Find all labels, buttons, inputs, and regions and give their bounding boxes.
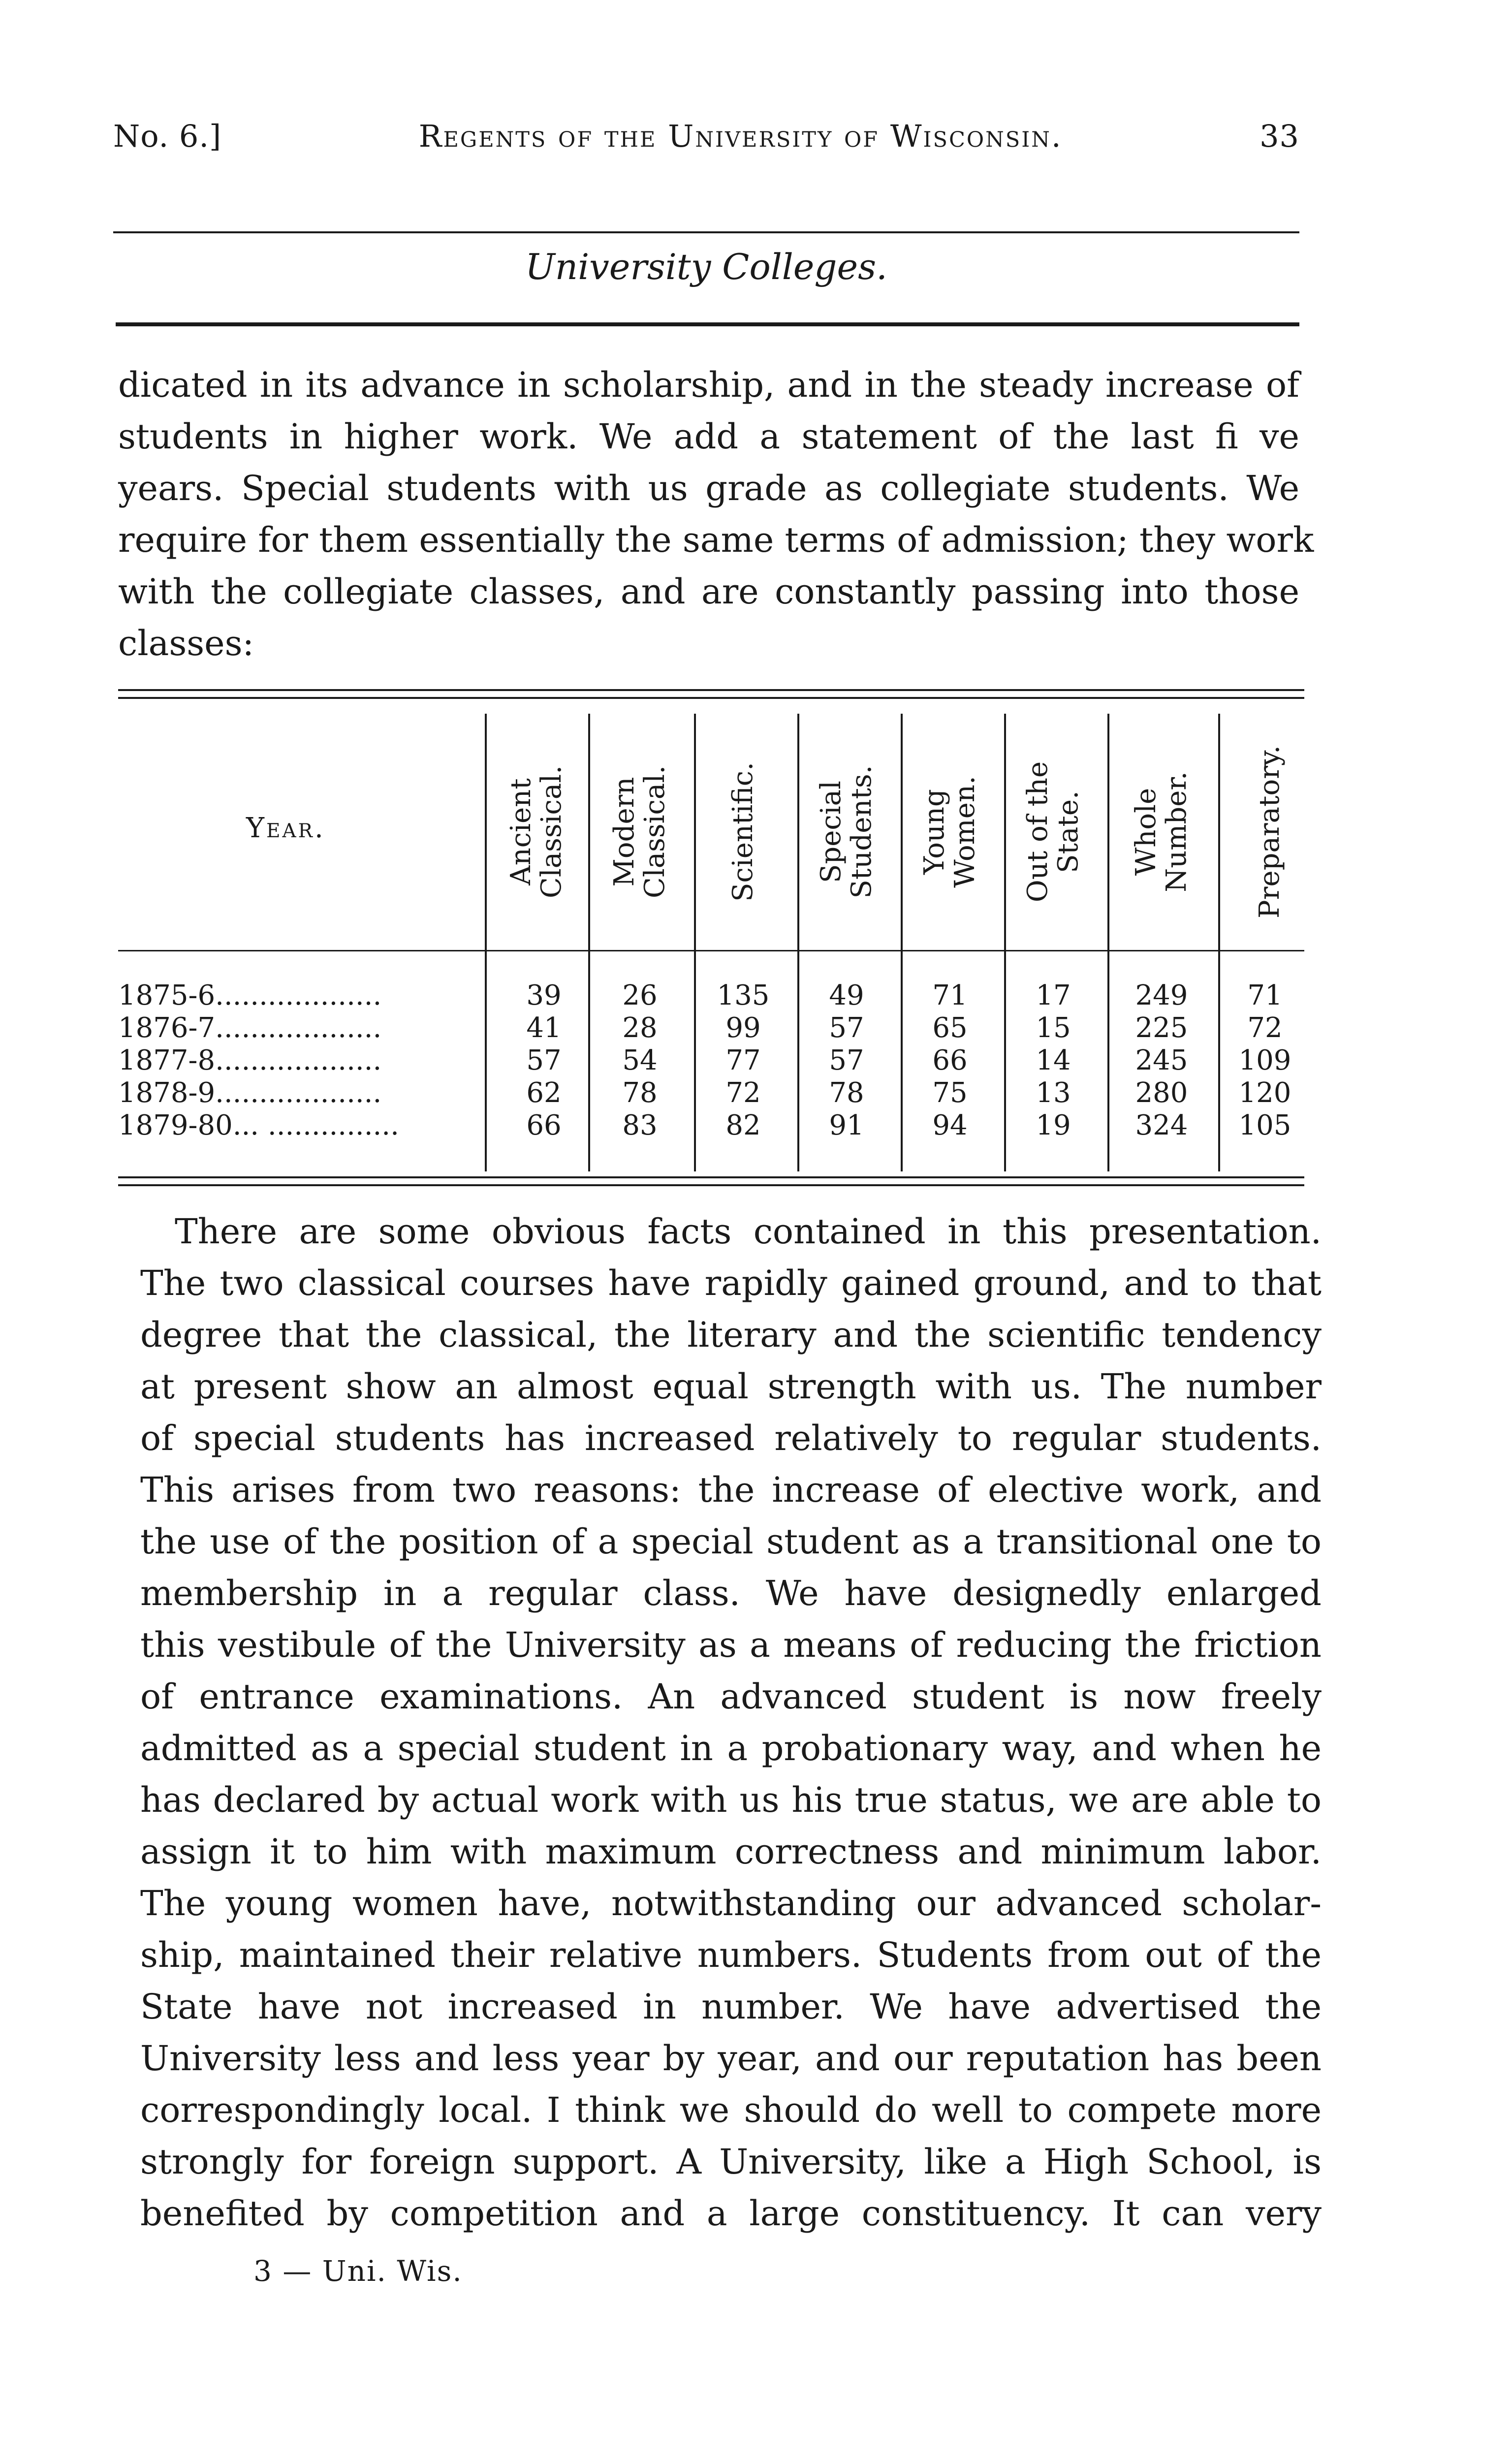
cell-scientific: 99: [725, 1012, 761, 1044]
cell-whole-number: 280: [1135, 1077, 1188, 1109]
cell-young-women: 66: [932, 1044, 968, 1076]
cell-young-women: 71: [932, 979, 968, 1011]
row-year: 1877-8...................: [118, 1044, 382, 1076]
text-line: assign it to him with maximum correctness and minimum labor.: [140, 1831, 1322, 1872]
column-header-out-of-state: Out of the State.: [1022, 761, 1084, 903]
text-line: benefited by competition and a large constituency. It can very: [140, 2193, 1322, 2234]
section-title: University Colleges.: [525, 246, 887, 287]
text-line: The two classical courses have rapidly gained ground, and to that: [140, 1263, 1322, 1303]
cell-modern-classical: 28: [622, 1012, 658, 1044]
running-title: Regents of the University of Wisconsin.: [418, 118, 1063, 154]
table-row: [118, 1012, 1304, 1044]
column-header-modern-classical: Modern Classical.: [608, 765, 671, 898]
cell-out-of-state: 15: [1036, 1012, 1071, 1044]
cell-whole-number: 324: [1135, 1109, 1188, 1141]
cell-preparatory: 71: [1247, 979, 1283, 1011]
table-bottom-rule: [118, 1176, 1304, 1178]
text-line: years. Special students with us grade as collegiate students. We: [118, 468, 1299, 508]
text-line: membership in a regular class. We have designedly enlarged: [140, 1573, 1322, 1613]
cell-special-students: 57: [829, 1044, 864, 1076]
table-header-rule: [118, 950, 1304, 951]
row-year: 1876-7...................: [118, 1012, 382, 1044]
cell-whole-number: 245: [1135, 1044, 1188, 1076]
text-line: admitted as a special student in a probationary way, and when he: [140, 1728, 1322, 1768]
text-line: This arises from two reasons: the increase of elective work, and: [140, 1470, 1322, 1510]
cell-special-students: 57: [829, 1012, 864, 1044]
cell-special-students: 49: [829, 979, 864, 1011]
text-line: require for them essentially the same terms of admission; they work: [118, 520, 1314, 560]
cell-preparatory: 120: [1238, 1077, 1292, 1109]
text-line: There are some obvious facts contained in this presentation.: [175, 1211, 1322, 1252]
text-line: The young women have, notwithstanding our advanced scholar-: [140, 1883, 1322, 1924]
text-line: with the collegiate classes, and are constantly passing into those: [118, 571, 1299, 612]
text-line: at present show an almost equal strength with us. The number: [140, 1366, 1322, 1407]
cell-whole-number: 225: [1135, 1012, 1188, 1044]
running-head: [113, 118, 1299, 154]
cell-modern-classical: 78: [622, 1077, 658, 1109]
cell-ancient-classical: 39: [526, 979, 562, 1011]
text-line: of entrance examinations. An advanced student is now freely: [140, 1676, 1322, 1717]
row-year: 1878-9...................: [118, 1077, 382, 1109]
cell-special-students: 91: [829, 1109, 864, 1141]
row-year: 1875-6...................: [118, 979, 382, 1011]
text-line: strongly for foreign support. A University, like a High School, is: [140, 2142, 1322, 2182]
text-line: ship, maintained their relative numbers. Students from out of the: [140, 1935, 1322, 1975]
cell-scientific: 72: [725, 1077, 761, 1109]
cell-preparatory: 109: [1238, 1044, 1292, 1076]
table-top-rule: [118, 697, 1304, 699]
cell-modern-classical: 26: [622, 979, 658, 1011]
column-header-whole-number: Whole Number.: [1130, 771, 1193, 892]
text-line: students in higher work. We add a statement of the last fi ve: [118, 416, 1299, 457]
header-rule: [113, 231, 1299, 233]
column-header-preparatory: Preparatory.: [1254, 745, 1286, 918]
row-year: 1879-80... ...............: [118, 1109, 399, 1141]
cell-modern-classical: 54: [622, 1044, 658, 1076]
table-row: [118, 1077, 1304, 1109]
cell-ancient-classical: 62: [526, 1077, 562, 1109]
section-rule: [116, 322, 1299, 326]
column-header-ancient-classical: Ancient Classical.: [505, 765, 567, 898]
text-line: dicated in its advance in scholarship, and in the steady increase of: [118, 365, 1299, 405]
text-line: has declared by actual work with us his true status, we are able to: [140, 1780, 1322, 1820]
cell-scientific: 77: [725, 1044, 761, 1076]
cell-whole-number: 249: [1135, 979, 1188, 1011]
cell-ancient-classical: 66: [526, 1109, 562, 1141]
table-row: [118, 1044, 1304, 1077]
cell-special-students: 78: [829, 1077, 864, 1109]
page-number: 33: [1260, 118, 1299, 154]
cell-out-of-state: 17: [1036, 979, 1071, 1011]
cell-ancient-classical: 41: [526, 1012, 562, 1044]
cell-out-of-state: 13: [1036, 1077, 1071, 1109]
text-line: classes:: [118, 623, 254, 663]
text-line: the use of the position of a special student as a transitional one to: [140, 1521, 1322, 1562]
column-header-scientific: Scientific.: [727, 762, 759, 902]
issue-number: No. 6.]: [113, 118, 222, 154]
table-row: [118, 979, 1304, 1012]
table-bottom-rule: [118, 1184, 1304, 1186]
cell-out-of-state: 14: [1036, 1044, 1071, 1076]
body-paragraph: [140, 1206, 1322, 2240]
signature-mark: 3 — Uni. Wis.: [253, 2254, 463, 2288]
text-line: correspondingly local. I think we should do well to compete more: [140, 2090, 1322, 2130]
text-line: degree that the classical, the literary and the scientific tendency: [140, 1315, 1322, 1355]
year-column-header: Year.: [246, 812, 325, 844]
table-top-rule: [118, 689, 1304, 691]
table-row: [118, 1109, 1304, 1142]
cell-preparatory: 105: [1238, 1109, 1292, 1141]
cell-ancient-classical: 57: [526, 1044, 562, 1076]
cell-young-women: 75: [932, 1077, 968, 1109]
cell-young-women: 65: [932, 1012, 968, 1044]
cell-scientific: 82: [725, 1109, 761, 1141]
text-line: of special students has increased relatively to regular students.: [140, 1418, 1322, 1458]
text-line: University less and less year by year, and our reputation has been: [140, 2038, 1322, 2079]
intro-paragraph: [118, 359, 1314, 669]
text-line: this vestibule of the University as a means of reducing the friction: [140, 1625, 1322, 1665]
cell-scientific: 135: [717, 979, 770, 1011]
cell-preparatory: 72: [1247, 1012, 1283, 1044]
column-header-young-women: Young Women.: [918, 776, 981, 888]
cell-modern-classical: 83: [622, 1109, 658, 1141]
text-line: State have not increased in number. We have advertised the: [140, 1987, 1322, 2027]
column-header-special-students: Special Students.: [815, 765, 878, 899]
cell-young-women: 94: [932, 1109, 968, 1141]
cell-out-of-state: 19: [1036, 1109, 1071, 1141]
